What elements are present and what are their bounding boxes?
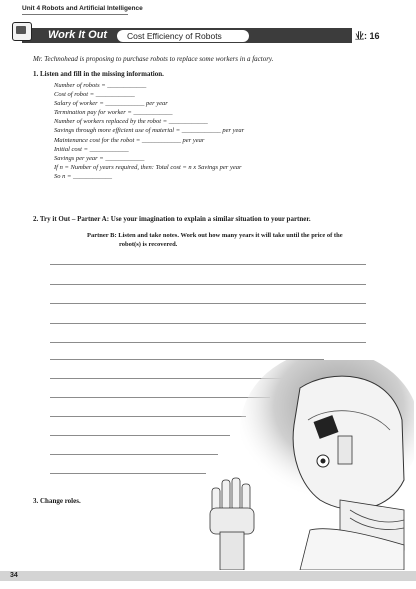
intro-text: Mr. Technohead is proposing to purchase robots to replace some workers in a factory. <box>33 55 274 63</box>
fill-line: Number of workers replaced by the robot = ____________ <box>54 118 208 126</box>
fill-line: Maintenance cost for the robot = ____________ per year <box>54 136 205 144</box>
fill-line: Termination pay for worker = ____________ <box>54 109 173 117</box>
fill-line: If n = Number of years required, then: Total cost = n x Savings per year <box>54 163 242 171</box>
fill-line: Number of robots = ____________ <box>54 82 147 89</box>
question-2-heading: 2. Try it Out – Partner A: Use your imagination to explain a similar situation to your partner. <box>33 215 311 223</box>
fill-line: So n = ____________ <box>54 172 113 180</box>
fill-line: Savings through more efficient use of material = ____________ per year <box>54 127 245 135</box>
fill-line: Salary of worker = ____________ per year <box>54 100 168 108</box>
writing-line[interactable] <box>50 323 366 324</box>
book-tab-icon <box>12 22 32 41</box>
fill-line: Initial cost = ____________ <box>54 145 129 153</box>
fill-line: Savings per year = ____________ <box>54 154 145 162</box>
robot-pupil <box>321 459 326 464</box>
page-badge: 业: 16 <box>355 31 380 41</box>
writing-line[interactable] <box>50 303 366 304</box>
section-subtitle: Cost Efficiency of Robots <box>117 30 249 42</box>
partner-b-line-2: robot(s) is recovered. <box>119 241 178 248</box>
tab-inner-shape <box>16 26 26 34</box>
footer-bar <box>0 571 416 581</box>
partner-b-line-1: Partner B: Listen and take notes. Work out how many years it will take until the price of the <box>87 232 343 239</box>
page-number: 34 <box>10 572 18 579</box>
fill-line: Cost of robot = ____________ <box>54 91 135 99</box>
robot-illustration <box>190 360 414 570</box>
question-1-heading: 1. Listen and fill in the missing information. <box>33 70 164 78</box>
question-3-heading: 3. Change roles. <box>33 497 81 505</box>
writing-line[interactable] <box>50 473 206 474</box>
writing-line[interactable] <box>50 264 366 265</box>
section-title: Work It Out <box>48 29 108 41</box>
ear-panel <box>338 436 352 464</box>
fill-in-list <box>54 81 354 181</box>
unit-header: Unit 4 Robots and Artificial Intelligence <box>22 5 128 15</box>
robot-hand <box>210 478 254 570</box>
partner-b-instructions <box>87 231 377 249</box>
writing-line[interactable] <box>50 284 366 285</box>
writing-line[interactable] <box>50 342 366 343</box>
